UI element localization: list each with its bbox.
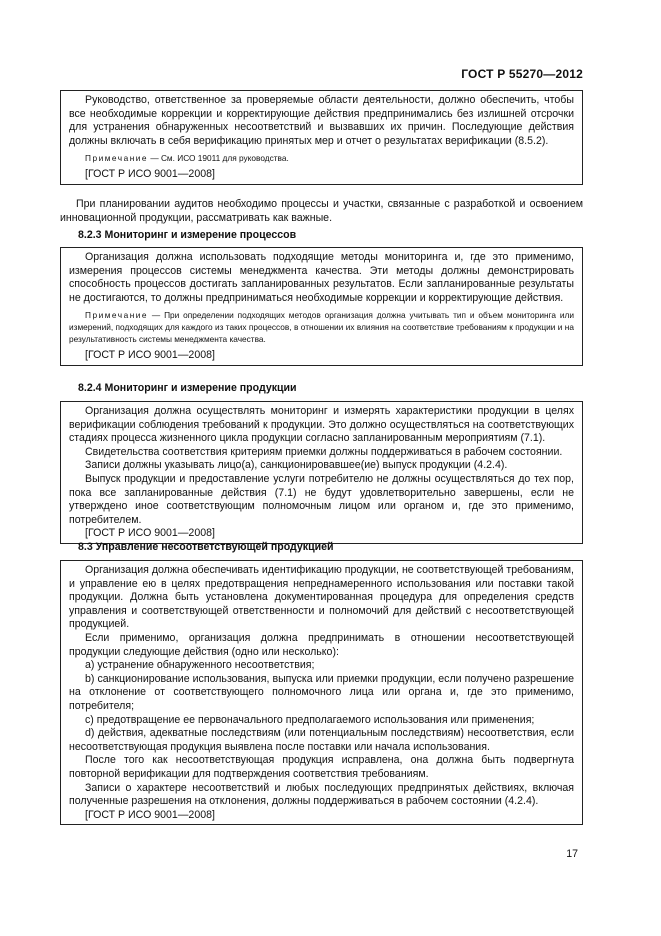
note-text: — См. ИСО 19011 для руководства. bbox=[148, 153, 289, 164]
paragraph: Свидетельства соответствия критериям приемки должны поддерживаться в рабочем состоянии. bbox=[85, 445, 563, 458]
note-text: — При определении подходящих методов организация должна учитывать тип и объем мониторинга или измерений, подходящих для каждого из таких процессов, в отношении их влияния на соответствие требованиям к продукции и на результативность системы менеджмента качества. bbox=[69, 310, 574, 345]
paragraph: Записи о характере несоответствий и любых последующих предпринятых действиях, включая полученные разрешения на отклонения, должны поддерживаться в рабочем состоянии (4.2.4). bbox=[69, 781, 574, 808]
note-label: Примечание bbox=[85, 310, 149, 321]
section-heading-8-2-4: 8.2.4 Мониторинг и измерение продукции bbox=[78, 382, 297, 394]
audit-paragraph: Руководство, ответственное за проверяемые области деятельности, должно обеспечить, чтобы все необходимые коррекции и корректирующие действия предпринимались без излишней отсрочки для устранения обнаруженных несоответствий и вызвавших их причин. Последующие действия должны включать в себя верификацию принятых мер и отчет о результатах верификации (8.5.2). bbox=[69, 94, 574, 147]
reference: [ГОСТ Р ИСО 9001—2008] bbox=[85, 527, 215, 540]
list-item: с) предотвращение ее первоначального предполагаемого использования или применения; bbox=[85, 713, 535, 726]
paragraph: Если применимо, организация должна предпринимать в отношении несоответствующей продукции следующие действия (одно или несколько): bbox=[69, 631, 574, 658]
free-paragraph-block bbox=[60, 198, 583, 225]
paragraph: Организация должна обеспечивать идентификацию продукции, не соответствующей требованиям, и управление ею в целях предотвращения непреднамеренного использования или поставки такой продукции. Должна быть установлена документированная процедура для определения средств управления и соответствующей ответственности и полномочий для действий с несоответствующей продукцией. bbox=[69, 564, 574, 631]
reference: [ГОСТ Р ИСО 9001—2008] bbox=[85, 349, 215, 362]
quote-box-8-2-4 bbox=[60, 401, 583, 544]
page-number: 17 bbox=[566, 848, 578, 860]
paragraph: Записи должны указывать лицо(а), санкционировавшее(ие) выпуск продукции (4.2.4). bbox=[85, 459, 508, 472]
quote-box-8-3 bbox=[60, 560, 583, 825]
document-number-header: ГОСТ Р 55270—2012 bbox=[461, 67, 583, 81]
list-item: b) санкционирование использования, выпуска или приемки продукции, если получено разрешение на отклонение от соответствующего полномочного лица или органа и, где это применимо, потребителя; bbox=[69, 672, 574, 712]
planning-paragraph: При планировании аудитов необходимо процессы и участки, связанные с разработкой и освоением инновационной продукции, рассматривать как важные. bbox=[60, 198, 583, 224]
quote-box-8-2-3 bbox=[60, 247, 583, 366]
reference: [ГОСТ Р ИСО 9001—2008] bbox=[85, 168, 215, 181]
section-heading-8-2-3: 8.2.3 Мониторинг и измерение процессов bbox=[78, 229, 297, 241]
list-item: d) действия, адекватные последствиям (или потенциальным последствиям) несоответствия, если несоответствующая продукция выявлена после поставки или начала использования. bbox=[69, 727, 574, 753]
list-item: а) устранение обнаруженного несоответствия; bbox=[85, 659, 315, 672]
note bbox=[69, 309, 574, 345]
note bbox=[69, 152, 574, 164]
paragraph: Организация должна использовать подходящие методы мониторинга и, где это применимо, измерения процессов системы менеджмента качества. Эти методы должны демонстрировать способность процессов достигать запланированных результатов. Если запланированные результаты не достигаются, то должны предприниматься необходимые коррекции и корректирующие действия. bbox=[69, 251, 574, 304]
paragraph: Выпуск продукции и предоставление услуги потребителю не должны осуществляться до тех пор, пока все запланированные действия (7.1) не будут удовлетворительно завершены, если не утверждено иное соответствующим полномочным лицом или органом и, где это применимо, потребителем. bbox=[69, 472, 574, 526]
section-heading-8-3: 8.3 Управление несоответствующей продукцией bbox=[78, 541, 334, 553]
quote-box-audit bbox=[60, 90, 583, 185]
note-label: Примечание bbox=[85, 153, 149, 164]
paragraph: Организация должна осуществлять мониторинг и измерять характеристики продукции в целях верификации соблюдения требований к продукции. Это должно осуществляться на соответствующих стадиях процесса жизненного цикла продукции согласно запланированным мероприятиям (7.1). bbox=[69, 405, 574, 445]
paragraph: После того как несоответствующая продукция исправлена, она должна быть подвергнута повторной верификации для подтверждения соответствия требованиям. bbox=[69, 754, 574, 780]
reference: [ГОСТ Р ИСО 9001—2008] bbox=[85, 808, 215, 821]
